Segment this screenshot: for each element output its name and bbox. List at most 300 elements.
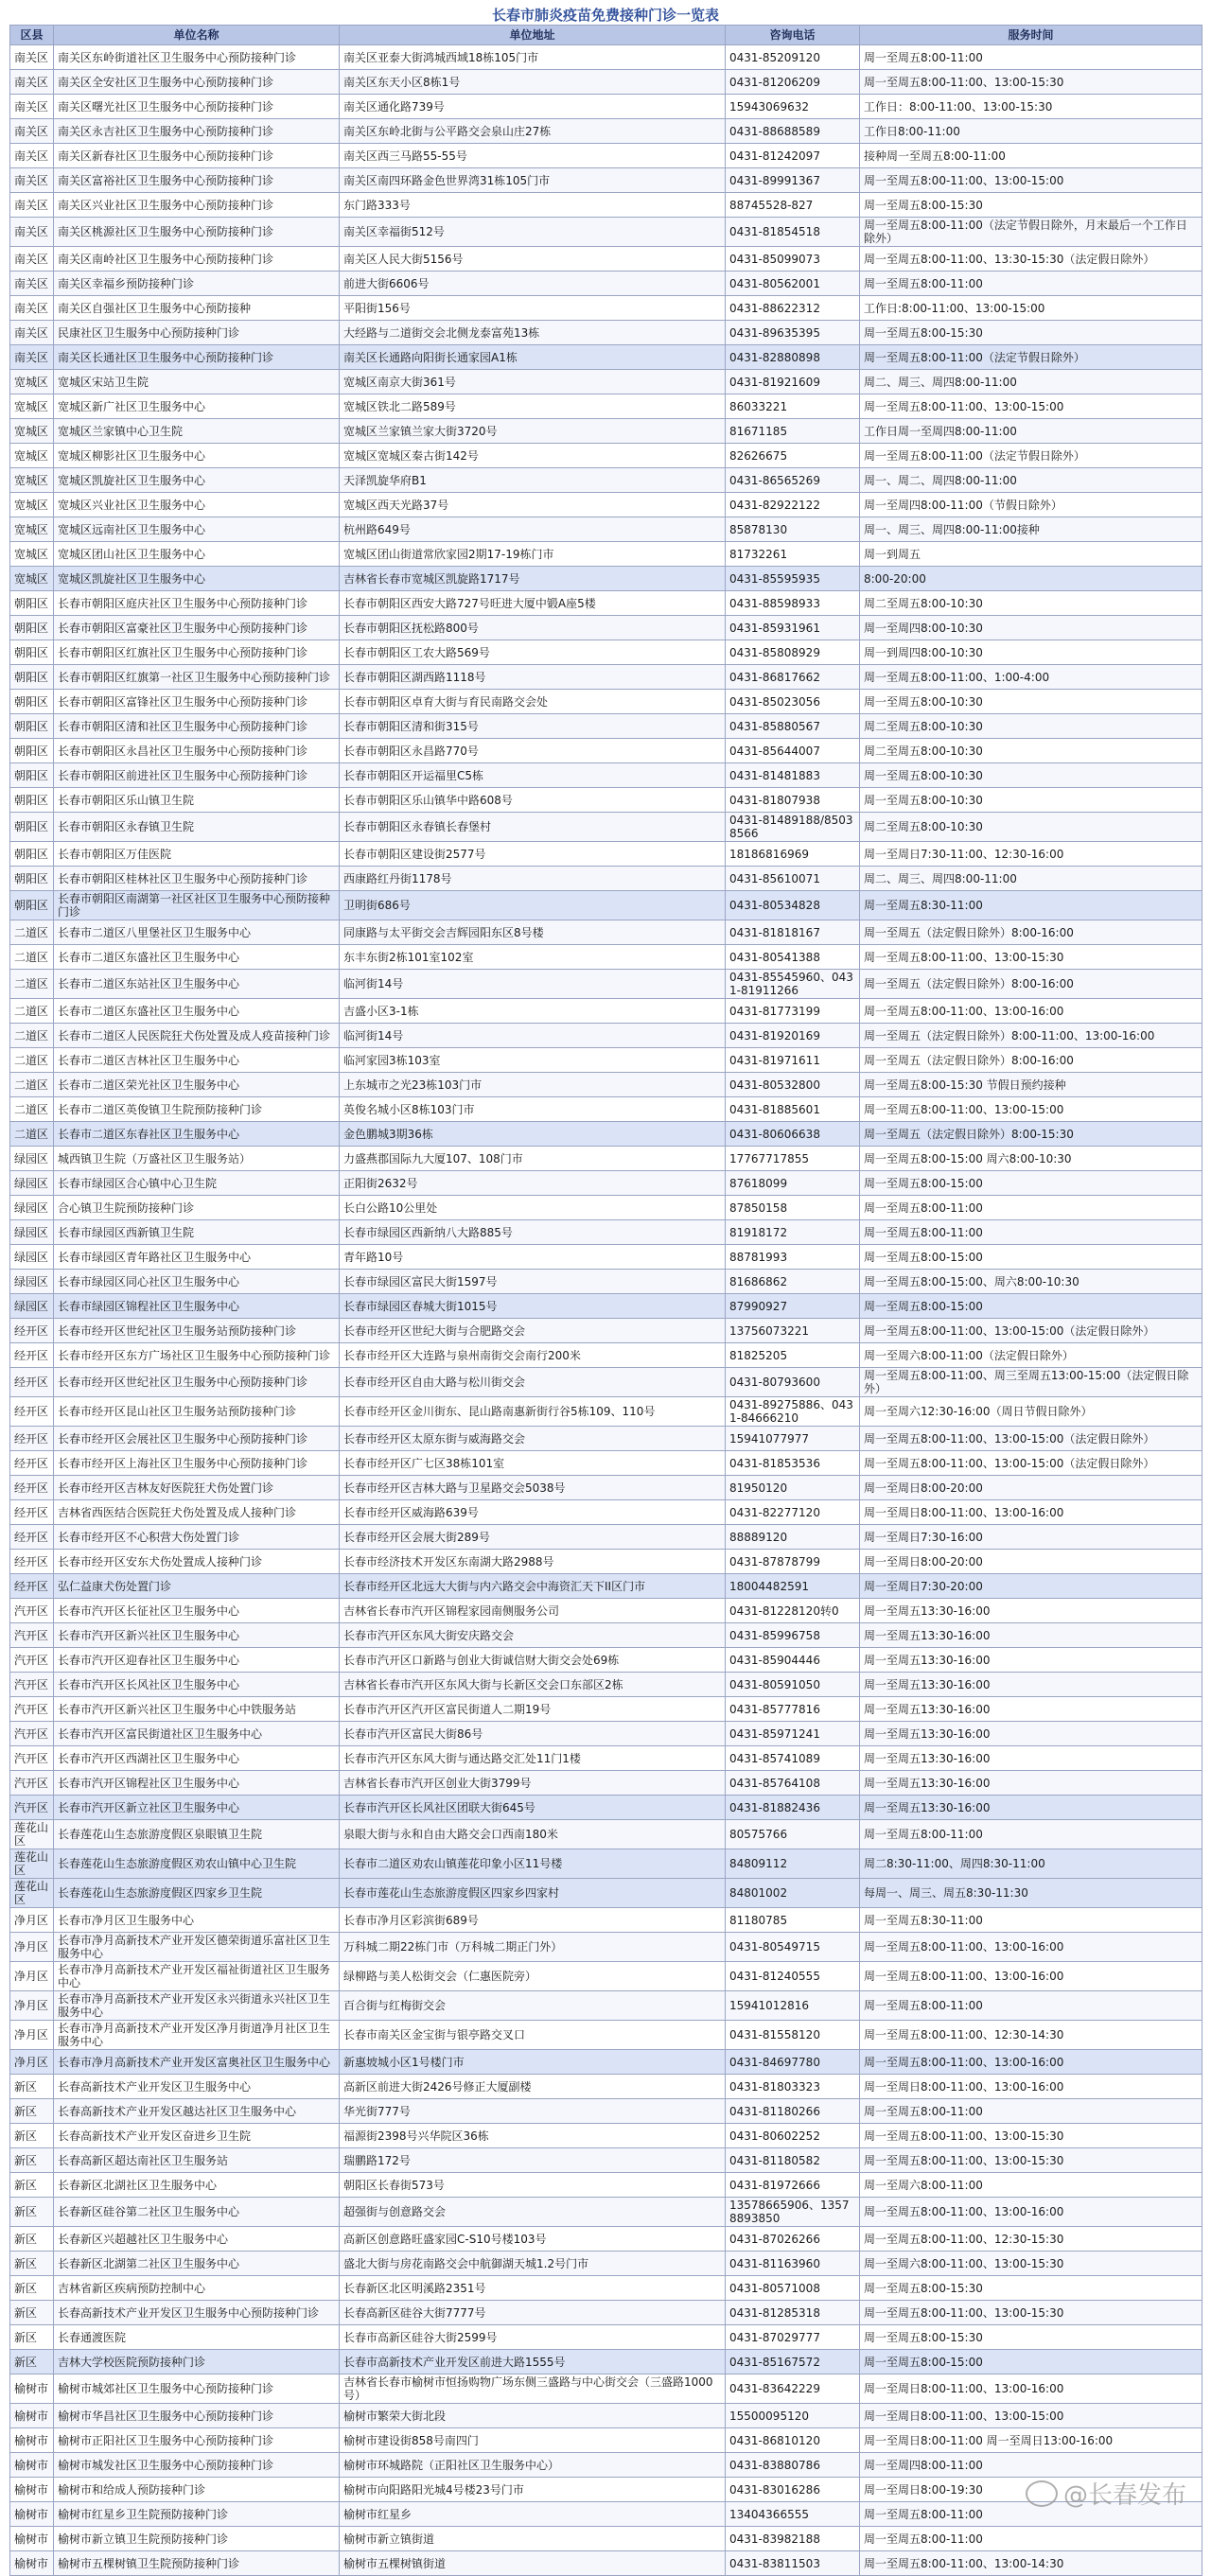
cell-address: 新惠坡城小区1号楼门市	[340, 2050, 726, 2075]
clinic-table	[9, 25, 1202, 2576]
cell-unit-name: 宽城区宋站卫生院	[54, 370, 340, 394]
cell-phone: 15500095120	[726, 2404, 860, 2428]
cell-unit-name: 长春市二道区英俊镇卫生院预防接种门诊	[54, 1097, 340, 1122]
cell-district: 二道区	[10, 945, 54, 970]
cell-service-time: 周一至周五8:00-15:00	[860, 1171, 1202, 1196]
table-row	[10, 1294, 1202, 1319]
cell-district: 南关区	[10, 144, 54, 168]
cell-district: 榆树市	[10, 2502, 54, 2527]
cell-phone: 81732261	[726, 542, 860, 567]
table-row	[10, 1673, 1202, 1697]
cell-unit-name: 榆树市城发社区卫生服务中心预防接种门诊	[54, 2453, 340, 2478]
cell-phone: 84801002	[726, 1879, 860, 1908]
cell-service-time: 周一至周五8:00-11:00、13:30-15:30（法定假日除外）	[860, 247, 1202, 272]
cell-address: 长春市绿园区西新纳八大路885号	[340, 1220, 726, 1245]
cell-unit-name: 南关区富裕社区卫生服务中心预防接种门诊	[54, 168, 340, 193]
cell-district: 朝阳区	[10, 813, 54, 842]
table-row	[10, 272, 1202, 296]
cell-address: 吉盛小区3-1栋	[340, 999, 726, 1024]
cell-district: 朝阳区	[10, 690, 54, 714]
cell-address: 长春市朝阳区抚松路800号	[340, 616, 726, 640]
cell-district: 新区	[10, 2148, 54, 2173]
cell-address: 正阳街2632号	[340, 1171, 726, 1196]
cell-unit-name: 长春市绿园区合心镇中心卫生院	[54, 1171, 340, 1196]
cell-phone: 0431-82922122	[726, 493, 860, 517]
cell-unit-name: 长春市经开区不心积营大伤处置门诊	[54, 1525, 340, 1550]
document	[9, 6, 1202, 2576]
cell-phone: 86033221	[726, 394, 860, 419]
cell-phone: 0431-88598933	[726, 591, 860, 616]
cell-service-time: 周一至周五13:30-16:00	[860, 1599, 1202, 1623]
cell-phone: 0431-88688589	[726, 119, 860, 144]
cell-district: 汽开区	[10, 1599, 54, 1623]
table-row	[10, 813, 1202, 842]
cell-phone: 0431-87029777	[726, 2325, 860, 2350]
cell-service-time: 工作日：8:00-11:00、13:00-15:30	[860, 95, 1202, 119]
cell-service-time: 周一到周四8:00-10:30	[860, 640, 1202, 665]
cell-service-time: 周一至周五8:00-11:00、13:00-14:30	[860, 2551, 1202, 2576]
header-address: 单位地址	[340, 26, 726, 45]
cell-address: 榆树市红星乡	[340, 2502, 726, 2527]
cell-address: 长春市朝阳区永春镇长春堡村	[340, 813, 726, 842]
cell-phone: 17767717855	[726, 1147, 860, 1171]
table-row	[10, 1574, 1202, 1599]
cell-service-time: 周一至周五8:00-11:00、13:00-15:00（法定假日除外）	[860, 1451, 1202, 1476]
cell-phone: 13404366555	[726, 2502, 860, 2527]
table-row	[10, 2173, 1202, 2198]
cell-service-time: 周一至周五8:00-11:00、13:00-16:00	[860, 1962, 1202, 1991]
cell-address: 长春市绿园区春城大街1015号	[340, 1294, 726, 1319]
cell-unit-name: 长春莲花山生态旅游度假区劝农山镇中心卫生院	[54, 1849, 340, 1879]
cell-district: 南关区	[10, 70, 54, 95]
cell-district: 经开区	[10, 1500, 54, 1525]
cell-phone: 18186816969	[726, 842, 860, 867]
cell-district: 宽城区	[10, 542, 54, 567]
table-row	[10, 345, 1202, 370]
cell-unit-name: 长春市汽开区富民街道社区卫生服务中心	[54, 1722, 340, 1746]
cell-service-time: 周一至周五13:30-16:00	[860, 1623, 1202, 1648]
watermark	[1026, 2476, 1186, 2511]
cell-unit-name: 榆树市正阳社区卫生服务中心预防接种门诊	[54, 2428, 340, 2453]
cell-phone: 0431-85595935	[726, 567, 860, 591]
table-row	[10, 1623, 1202, 1648]
table-row	[10, 2148, 1202, 2173]
cell-unit-name: 长春莲花山生态旅游度假区四家乡卫生院	[54, 1879, 340, 1908]
cell-service-time: 周一至周五8:00-11:00	[860, 2502, 1202, 2527]
cell-phone: 81825205	[726, 1343, 860, 1368]
cell-district: 南关区	[10, 45, 54, 70]
cell-district: 南关区	[10, 247, 54, 272]
cell-district: 净月区	[10, 1962, 54, 1991]
cell-phone: 87618099	[726, 1171, 860, 1196]
cell-unit-name: 长春市朝阳区前进社区卫生服务中心预防接种门诊	[54, 763, 340, 788]
cell-service-time: 周一至周日7:30-20:00	[860, 1574, 1202, 1599]
cell-district: 朝阳区	[10, 665, 54, 690]
cell-address: 长春市朝阳区开运福里C5栋	[340, 763, 726, 788]
cell-unit-name: 民康社区卫生服务中心预防接种门诊	[54, 321, 340, 345]
table-row	[10, 193, 1202, 218]
cell-district: 榆树市	[10, 2374, 54, 2404]
table-row	[10, 2374, 1202, 2404]
cell-phone: 0431-80562001	[726, 272, 860, 296]
table-row	[10, 1648, 1202, 1673]
cell-district: 朝阳区	[10, 640, 54, 665]
cell-service-time: 周一至周五8:00-11:00、13:00-16:00	[860, 2050, 1202, 2075]
cell-address: 长春市高新技术产业开发区前进大路1555号	[340, 2350, 726, 2374]
cell-phone: 0431-86565269	[726, 468, 860, 493]
cell-service-time: 周一至周六8:00-11:00	[860, 2173, 1202, 2198]
table-row	[10, 1196, 1202, 1220]
cell-address: 东门路333号	[340, 193, 726, 218]
cell-unit-name: 长春市汽开区西湖社区卫生服务中心	[54, 1746, 340, 1771]
cell-address: 长春市朝阳区建设街2577号	[340, 842, 726, 867]
cell-unit-name: 南关区长通社区卫生服务中心预防接种门诊	[54, 345, 340, 370]
cell-unit-name: 榆树市五棵树镇卫生院预防接种门诊	[54, 2551, 340, 2576]
cell-address: 宽城区宽城区秦古街142号	[340, 444, 726, 468]
cell-unit-name: 长春市经开区东方广场社区卫生服务中心预防接种门诊	[54, 1343, 340, 1368]
cell-phone: 84809112	[726, 1849, 860, 1879]
cell-service-time: 周二8:30-11:00、周四8:30-11:00	[860, 1849, 1202, 1879]
table-row	[10, 891, 1202, 920]
cell-district: 南关区	[10, 95, 54, 119]
cell-unit-name: 长春市经开区安东犬伤处置成人接种门诊	[54, 1550, 340, 1574]
cell-service-time: 周一至周六12:30-16:00（周日节假日除外）	[860, 1397, 1202, 1427]
cell-address: 长春市经济技术开发区东南湖大路2988号	[340, 1550, 726, 1574]
cell-district: 二道区	[10, 920, 54, 945]
cell-service-time: 周一至周五8:00-11:00、13:00-15:30	[860, 2148, 1202, 2173]
cell-service-time: 周一至周日8:00-11:00 周一至周日13:00-16:00	[860, 2428, 1202, 2453]
cell-unit-name: 长春高新技术产业开发区越达社区卫生服务中心	[54, 2099, 340, 2124]
cell-phone: 0431-85099073	[726, 247, 860, 272]
cell-service-time: 周一、周三、周四8:00-11:00接种	[860, 517, 1202, 542]
table-row	[10, 2227, 1202, 2252]
cell-address: 南关区人民大街5156号	[340, 247, 726, 272]
table-row	[10, 370, 1202, 394]
table-row	[10, 1476, 1202, 1500]
cell-phone: 0431-81853536	[726, 1451, 860, 1476]
cell-district: 新区	[10, 2075, 54, 2099]
cell-unit-name: 长春市朝阳区南湖第一社区社区卫生服务中心预防接种门诊	[54, 891, 340, 920]
cell-service-time: 周一至周日8:00-11:00、13:00-16:00	[860, 2075, 1202, 2099]
cell-unit-name: 长春市净月高新技术产业开发区德荣街道乐富社区卫生服务中心	[54, 1933, 340, 1962]
cell-phone: 13756073221	[726, 1319, 860, 1343]
cell-service-time: 周一至周五8:00-15:00、周六8:00-10:30	[860, 1270, 1202, 1294]
table-row	[10, 970, 1202, 999]
table-row	[10, 1427, 1202, 1451]
cell-address: 力盛燕郡国际九大厦107、108门市	[340, 1147, 726, 1171]
cell-address: 上东城市之光23栋103门市	[340, 1073, 726, 1097]
cell-phone: 0431-81228120转0	[726, 1599, 860, 1623]
cell-phone: 0431-80541388	[726, 945, 860, 970]
cell-district: 宽城区	[10, 567, 54, 591]
cell-unit-name: 长春市二道区荣光社区卫生服务中心	[54, 1073, 340, 1097]
cell-service-time: 周一至周五8:00-11:00、13:00-16:00	[860, 1933, 1202, 1962]
cell-address: 长春市朝阳区西安大路727号旺进大厦中锻A座5楼	[340, 591, 726, 616]
cell-phone: 88889120	[726, 1525, 860, 1550]
cell-address: 长春市朝阳区乐山镇华中路608号	[340, 788, 726, 813]
cell-service-time: 周一至周四8:00-11:00（节假日除外）	[860, 493, 1202, 517]
cell-district: 南关区	[10, 119, 54, 144]
cell-unit-name: 长春市汽开区迎春社区卫生服务中心	[54, 1648, 340, 1673]
cell-address: 宽城区团山街道常欣家园2期17-19栋门市	[340, 542, 726, 567]
cell-address: 东丰东街2栋101室102室	[340, 945, 726, 970]
cell-district: 新区	[10, 2099, 54, 2124]
cell-address: 长春高新区硅谷大街7777号	[340, 2301, 726, 2325]
header-phone: 咨询电话	[726, 26, 860, 45]
cell-district: 绿园区	[10, 1245, 54, 1270]
cell-district: 经开区	[10, 1368, 54, 1397]
cell-address: 长春市经开区大连路与泉州南街交会南行200米	[340, 1343, 726, 1368]
cell-phone: 0431-81242097	[726, 144, 860, 168]
cell-phone: 80575766	[726, 1820, 860, 1849]
cell-unit-name: 长春高新区超达南社区卫生服务站	[54, 2148, 340, 2173]
cell-service-time: 周一至周五13:30-16:00	[860, 1746, 1202, 1771]
cell-district: 经开区	[10, 1550, 54, 1574]
cell-phone: 0431-84697780	[726, 2050, 860, 2075]
cell-address: 杭州路649号	[340, 517, 726, 542]
cell-phone: 0431-81972666	[726, 2173, 860, 2198]
cell-unit-name: 长春市二道区人民医院狂犬伤处置及成人疫苗接种门诊	[54, 1024, 340, 1048]
table-row	[10, 2527, 1202, 2551]
table-row	[10, 1220, 1202, 1245]
cell-phone: 0431-85777816	[726, 1697, 860, 1722]
cell-unit-name: 长春高新技术产业开发区卫生服务中心	[54, 2075, 340, 2099]
cell-unit-name: 长春市净月高新技术产业开发区永兴街道永兴社区卫生服务中心	[54, 1991, 340, 2021]
table-row	[10, 665, 1202, 690]
cell-address: 宽城区铁北二路589号	[340, 394, 726, 419]
cell-phone: 0431-85167572	[726, 2350, 860, 2374]
cell-unit-name: 长春市净月高新技术产业开发区福祉街道社区卫生服务中心	[54, 1962, 340, 1991]
cell-district: 绿园区	[10, 1196, 54, 1220]
cell-district: 宽城区	[10, 444, 54, 468]
cell-district: 净月区	[10, 2050, 54, 2075]
cell-phone: 0431-85880567	[726, 714, 860, 739]
cell-address: 瑞鹏路172号	[340, 2148, 726, 2173]
table-row	[10, 1746, 1202, 1771]
cell-unit-name: 长春市绿园区锦程社区卫生服务中心	[54, 1294, 340, 1319]
cell-address: 宽城区西天光路37号	[340, 493, 726, 517]
cell-address: 临河家园3栋103室	[340, 1048, 726, 1073]
table-row	[10, 321, 1202, 345]
cell-phone: 0431-89275886、0431-84666210	[726, 1397, 860, 1427]
cell-service-time: 工作日8:00-11:00	[860, 119, 1202, 144]
cell-service-time: 周一至周日8:00-20:00	[860, 1476, 1202, 1500]
table-row	[10, 1122, 1202, 1147]
table-row	[10, 218, 1202, 247]
cell-district: 二道区	[10, 1048, 54, 1073]
cell-phone: 0431-80602252	[726, 2124, 860, 2148]
cell-unit-name: 长春市绿园区西新镇卫生院	[54, 1220, 340, 1245]
cell-district: 绿园区	[10, 1171, 54, 1196]
cell-phone: 0431-83642229	[726, 2374, 860, 2404]
cell-phone: 0431-83811503	[726, 2551, 860, 2576]
table-row	[10, 2252, 1202, 2276]
cell-district: 朝阳区	[10, 891, 54, 920]
cell-district: 宽城区	[10, 394, 54, 419]
cell-service-time: 周一至周日7:30-16:00	[860, 1525, 1202, 1550]
table-row	[10, 444, 1202, 468]
cell-phone: 0431-80571008	[726, 2276, 860, 2301]
cell-district: 新区	[10, 2124, 54, 2148]
table-row	[10, 1319, 1202, 1343]
cell-phone: 0431-81803323	[726, 2075, 860, 2099]
cell-district: 净月区	[10, 1933, 54, 1962]
cell-address: 长春市经开区金川街东、昆山路南惠新街行谷5栋109、110号	[340, 1397, 726, 1427]
table-row	[10, 1550, 1202, 1574]
table-row	[10, 2551, 1202, 2576]
cell-address: 吉林省长春市汽开区东风大街与长新区交会口东部区2栋	[340, 1673, 726, 1697]
cell-district: 汽开区	[10, 1796, 54, 1820]
cell-district: 南关区	[10, 218, 54, 247]
table-row	[10, 1599, 1202, 1623]
cell-unit-name: 南关区全安社区卫生服务中心预防接种门诊	[54, 70, 340, 95]
weibo-logo-icon	[1026, 2480, 1058, 2507]
cell-service-time: 周一至周五13:30-16:00	[860, 1796, 1202, 1820]
cell-service-time: 周一至周五8:00-11:00、12:30-15:30	[860, 2227, 1202, 2252]
cell-address: 前进大街6606号	[340, 272, 726, 296]
cell-service-time: 周一至周五8:00-11:00	[860, 1991, 1202, 2021]
table-row	[10, 714, 1202, 739]
cell-unit-name: 榆树市华昌社区卫生服务中心预防接种门诊	[54, 2404, 340, 2428]
table-row	[10, 1697, 1202, 1722]
cell-district: 经开区	[10, 1397, 54, 1427]
table-row	[10, 1147, 1202, 1171]
cell-address: 榆树市向阳路阳光城4号楼23号门市	[340, 2478, 726, 2502]
table-row	[10, 1796, 1202, 1820]
cell-phone: 0431-83880786	[726, 2453, 860, 2478]
cell-district: 新区	[10, 2173, 54, 2198]
cell-district: 南关区	[10, 193, 54, 218]
cell-service-time: 周一至周五8:00-15:30	[860, 2276, 1202, 2301]
cell-address: 临河街14号	[340, 1024, 726, 1048]
cell-district: 汽开区	[10, 1771, 54, 1796]
table-row	[10, 2075, 1202, 2099]
cell-district: 朝阳区	[10, 842, 54, 867]
cell-phone: 15943069632	[726, 95, 860, 119]
table-row	[10, 2453, 1202, 2478]
cell-district: 经开区	[10, 1343, 54, 1368]
table-row	[10, 2301, 1202, 2325]
cell-district: 绿园区	[10, 1147, 54, 1171]
cell-district: 二道区	[10, 1122, 54, 1147]
cell-address: 吉林省长春市汽开区锦程家园南侧服务公司	[340, 1599, 726, 1623]
table-row	[10, 842, 1202, 867]
table-row	[10, 296, 1202, 321]
cell-address: 长春市汽开区富民大街86号	[340, 1722, 726, 1746]
cell-address: 长春市朝阳区湖西路1118号	[340, 665, 726, 690]
cell-unit-name: 长春市汽开区新兴社区卫生服务中心中铁服务站	[54, 1697, 340, 1722]
cell-service-time: 周一至周五13:30-16:00	[860, 1722, 1202, 1746]
cell-address: 榆树市环城路院（正阳社区卫生服务中心）	[340, 2453, 726, 2478]
table-row	[10, 616, 1202, 640]
table-row	[10, 640, 1202, 665]
table-row	[10, 517, 1202, 542]
cell-service-time: 周一至周五8:00-15:30	[860, 193, 1202, 218]
cell-service-time: 工作日周一至周四8:00-11:00	[860, 419, 1202, 444]
table-row	[10, 1343, 1202, 1368]
cell-address: 高新区前进大街2426号修正大厦副楼	[340, 2075, 726, 2099]
cell-address: 宽城区南京大街361号	[340, 370, 726, 394]
cell-phone: 0431-81163960	[726, 2252, 860, 2276]
cell-district: 朝阳区	[10, 616, 54, 640]
cell-service-time: 周一至周四8:00-10:30	[860, 616, 1202, 640]
cell-unit-name: 宽城区兰家镇中心卫生院	[54, 419, 340, 444]
cell-phone: 0431-80591050	[726, 1673, 860, 1697]
cell-district: 二道区	[10, 1097, 54, 1122]
cell-district: 净月区	[10, 1991, 54, 2021]
cell-address: 南关区长通路向阳街长通家园A1栋	[340, 345, 726, 370]
table-row	[10, 763, 1202, 788]
cell-service-time: 周一至周五8:00-11:00、13:00-16:00	[860, 2198, 1202, 2227]
cell-district: 绿园区	[10, 1294, 54, 1319]
table-row	[10, 493, 1202, 517]
cell-address: 金色鹏城3期36栋	[340, 1122, 726, 1147]
cell-address: 南关区通化路739号	[340, 95, 726, 119]
cell-service-time: 周一至周五8:00-11:00、1:00-4:00	[860, 665, 1202, 690]
cell-unit-name: 长春市二道区东站社区卫生服务中心	[54, 970, 340, 999]
cell-district: 净月区	[10, 2021, 54, 2050]
cell-phone: 0431-81971611	[726, 1048, 860, 1073]
cell-address: 长春市莲花山生态旅游度假区四家乡四家村	[340, 1879, 726, 1908]
table-row	[10, 1849, 1202, 1879]
cell-unit-name: 长春市汽开区长征社区卫生服务中心	[54, 1599, 340, 1623]
cell-address: 盛北大街与房花南路交会中航御湖天城1.2号门市	[340, 2252, 726, 2276]
cell-district: 榆树市	[10, 2428, 54, 2453]
cell-unit-name: 长春市经开区世纪社区卫生服务中心预防接种门诊	[54, 1368, 340, 1397]
cell-address: 长春市绿园区富民大街1597号	[340, 1270, 726, 1294]
cell-phone: 82626675	[726, 444, 860, 468]
cell-phone: 0431-87878799	[726, 1550, 860, 1574]
cell-phone: 0431-86810120	[726, 2428, 860, 2453]
cell-unit-name: 南关区东岭街道社区卫生服务中心预防接种门诊	[54, 45, 340, 70]
cell-address: 长春新区北区明溪路2351号	[340, 2276, 726, 2301]
cell-service-time: 周一至周五13:30-16:00	[860, 1697, 1202, 1722]
cell-phone: 0431-81818167	[726, 920, 860, 945]
cell-phone: 0431-81481883	[726, 763, 860, 788]
cell-phone: 0431-85209120	[726, 45, 860, 70]
cell-unit-name: 长春市经开区世纪社区卫生服务站预防接种门诊	[54, 1319, 340, 1343]
cell-phone: 0431-81854518	[726, 218, 860, 247]
table-row	[10, 1991, 1202, 2021]
cell-district: 新区	[10, 2252, 54, 2276]
cell-unit-name: 长春市净月高新技术产业开发区净月街道净月社区卫生服务中心	[54, 2021, 340, 2050]
cell-service-time: 周一至周日8:00-11:00、13:00-15:00	[860, 2404, 1202, 2428]
cell-district: 朝阳区	[10, 591, 54, 616]
cell-district: 榆树市	[10, 2478, 54, 2502]
cell-district: 榆树市	[10, 2453, 54, 2478]
cell-unit-name: 长春市朝阳区红旗第一社区卫生服务中心预防接种门诊	[54, 665, 340, 690]
cell-district: 汽开区	[10, 1746, 54, 1771]
cell-address: 长春市汽开区东风大街与通达路交汇处11门1楼	[340, 1746, 726, 1771]
cell-unit-name: 长春市绿园区同心社区卫生服务中心	[54, 1270, 340, 1294]
cell-phone: 88781993	[726, 1245, 860, 1270]
table-row	[10, 1908, 1202, 1933]
cell-address: 榆树市建设街858号南四门	[340, 2428, 726, 2453]
cell-district: 新区	[10, 2198, 54, 2227]
table-row	[10, 2502, 1202, 2527]
cell-unit-name: 长春市朝阳区万佳医院	[54, 842, 340, 867]
cell-phone: 0431-80606638	[726, 1122, 860, 1147]
cell-service-time: 周二至周五8:00-10:30	[860, 714, 1202, 739]
cell-service-time: 周一至周五8:00-15:30	[860, 321, 1202, 345]
table-row	[10, 1171, 1202, 1196]
cell-unit-name: 长春市二道区东春社区卫生服务中心	[54, 1122, 340, 1147]
cell-service-time: 周一至周五8:00-11:00、13:00-15:00（法定假日除外）	[860, 1319, 1202, 1343]
cell-unit-name: 长春市汽开区长风社区卫生服务中心	[54, 1673, 340, 1697]
cell-unit-name: 长春市经开区上海社区卫生服务中心预防接种门诊	[54, 1451, 340, 1476]
cell-unit-name: 宽城区团山社区卫生服务中心	[54, 542, 340, 567]
cell-phone: 0431-88622312	[726, 296, 860, 321]
